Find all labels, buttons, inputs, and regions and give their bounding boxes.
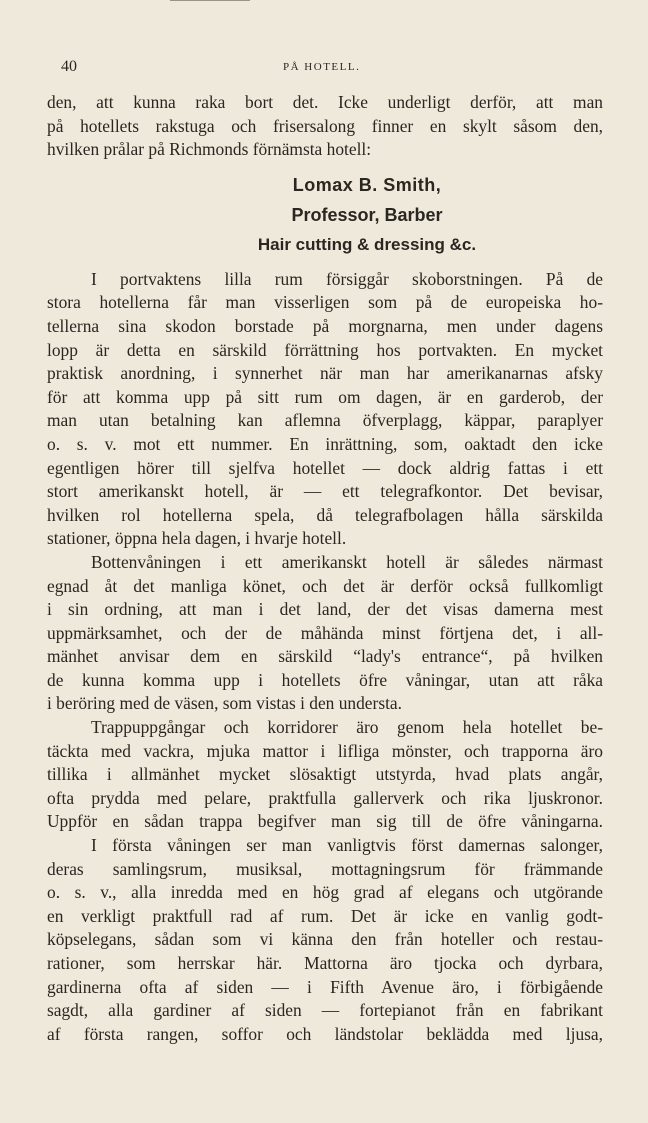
text-line: på hotellets rakstuga och frisersalong finner en skylt såsom den, [47, 115, 603, 136]
barber-sign [47, 170, 603, 260]
text-line: stora hotellerna får man visserligen som på de europeiska ho- [47, 292, 603, 313]
text-line: egentligen hörer till sjelfva hotellet — dock aldrig fattas i ett [47, 457, 603, 478]
text-line: Uppför en sådan trappa begifver man sig till de öfre våningarna. [47, 811, 603, 832]
text-line: sagdt, alla gardiner af siden — fortepianot från en fabrikant [47, 1000, 603, 1021]
text-line: af första rangen, soffor och ländstolar beklädda med ljusa, [47, 1023, 603, 1044]
page-header [61, 58, 601, 80]
page-number: 40 [61, 58, 77, 75]
text-line: stationer, öppna hela dagen, i hvarje hotell. [47, 528, 347, 549]
text-line: för att komma upp på sitt rum om dagen, är en garderob, der [47, 386, 603, 407]
paragraph-bottenvaningen [47, 551, 603, 716]
paragraph-portvakt [47, 268, 603, 551]
text-line: en verkligt praktfull rad af rum. Det är icke en vanlig godt- [47, 905, 603, 926]
text-line: mänhet anvisar dem en särskild “lady's entrance“, på hvilken [47, 646, 603, 667]
text-line: I portvaktens lilla rum försiggår skoborstningen. På de [91, 268, 603, 289]
text-line: lopp är detta en särskild förrättning hos portvakten. En mycket [47, 339, 603, 360]
text-line: tillika i allmänhet mycket slösaktigt utstyrda, hvad plats angår, [47, 764, 603, 785]
paragraph-trappuppgangar [47, 716, 603, 834]
running-head: PÅ HOTELL. [283, 61, 361, 73]
text-line: I första våningen ser man vanligtvis först damernas salonger, [91, 835, 603, 856]
sign-line-title: Professor, Barber [291, 204, 443, 225]
body-text [47, 91, 603, 1046]
sign-line-services: Hair cutting & dressing &c. [257, 234, 477, 254]
intro-paragraph [47, 91, 603, 162]
text-line: ofta prydda med pelare, praktfulla gallerverk och rika ljuskronor. [47, 787, 603, 808]
text-line: uppmärksamhet, och der de måhända minst förtjena det, i all- [47, 622, 603, 643]
text-line: hvilken prålar på Richmonds förnämsta hotell: [47, 139, 372, 160]
text-line: i beröring med de väsen, som vistas i den understa. [47, 693, 402, 714]
text-line: tellerna sina skodon borstade på morgnarna, men under dagens [47, 315, 603, 336]
text-line: gardinerna ofta af siden — i Fifth Avenue äro, i förbigående [47, 976, 603, 997]
text-line: täckta med vackra, mjuka mattor i lifliga mönster, och trapporna äro [47, 740, 603, 761]
text-line: köpselegans, sådan som vi känna den från hoteller och restau- [47, 929, 603, 950]
text-line: de kunna komma upp i hotellets öfre våningar, utan att råka [47, 669, 603, 690]
sign-line-name: Lomax B. Smith, [292, 174, 442, 195]
text-line: rationer, som herrskar här. Mattorna äro tjocka och dyrbara, [47, 953, 603, 973]
text-line: praktisk anordning, i synnerhet när man har amerikanarnas afsky [47, 363, 603, 384]
text-line: egnad åt det manliga könet, och det är derför också fullkomligt [47, 575, 603, 596]
paragraph-forsta-vaningen [47, 834, 603, 1046]
text-line: i sin ordning, att man i det land, der det visas damerna mest [47, 599, 603, 620]
text-line: Trappuppgångar och korridorer äro genom hela hotellet be- [91, 717, 603, 738]
text-line: den, att kunna raka bort det. Icke underligt derför, att man [47, 92, 603, 112]
text-line: deras samlingsrum, musiksal, mottagningsrum för främmande [47, 858, 603, 879]
text-line: hvilken rol hotellerna spela, då telegrafbolagen hålla särskilda [47, 504, 603, 525]
text-line: Bottenvåningen i ett amerikanskt hotell är således närmast [91, 551, 603, 572]
text-line: o. s. v., alla inredda med en hög grad af elegans och utgörande [47, 882, 603, 903]
text-line: stort amerikanskt hotell, är — ett telegrafkontor. Det bevisar, [47, 481, 603, 502]
text-line: man utan betalning kan aflemna öfverplagg, käppar, paraplyer [47, 410, 603, 431]
top-edge-rule [170, 0, 250, 1]
text-line: o. s. v. mot ett nummer. En inrättning, som, oaktadt den icke [47, 433, 603, 454]
